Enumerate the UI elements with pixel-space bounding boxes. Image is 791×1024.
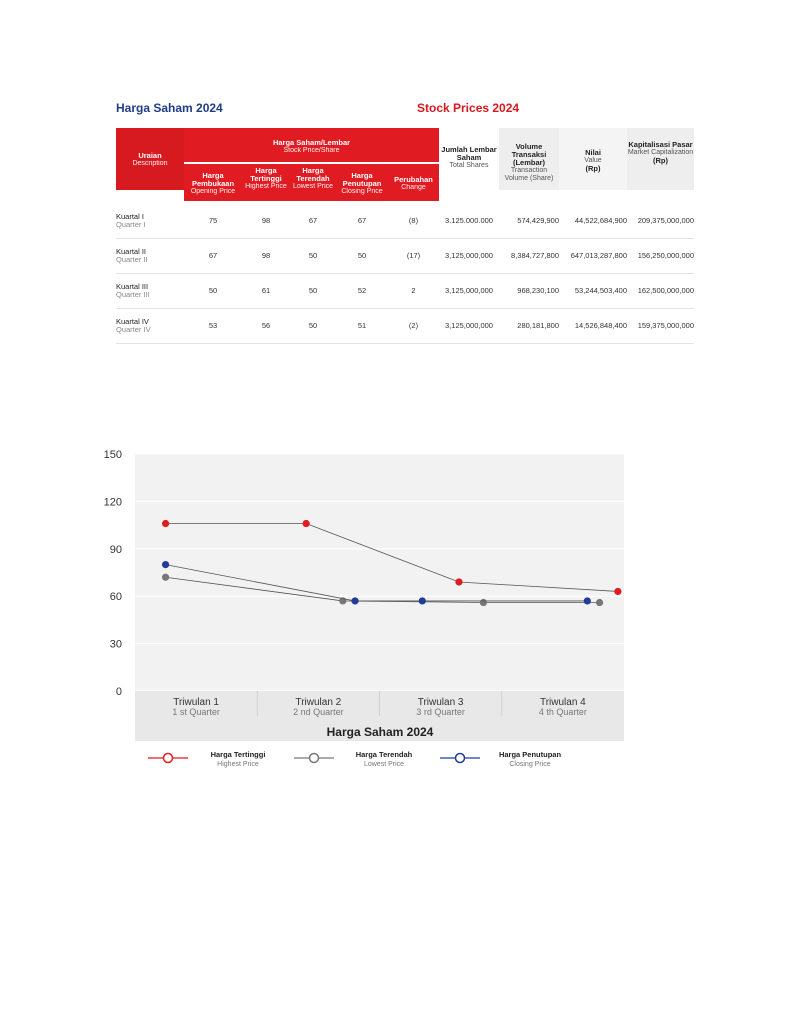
- cell-lowest: 67: [308, 216, 318, 225]
- cell-volume: 8,384,727,800: [511, 251, 559, 260]
- data-point: [303, 520, 310, 527]
- cell-change: 2: [411, 286, 416, 295]
- table-row: [116, 308, 694, 344]
- data-point: [584, 597, 591, 604]
- table-row: [116, 203, 694, 239]
- row-label: Kuartal III Quarter III: [116, 282, 150, 299]
- header-value: Nilai Value (Rp): [559, 128, 627, 190]
- legend-label: Harga Terendah: [355, 750, 413, 759]
- chart-title: Harga Saham 2024: [326, 725, 434, 739]
- cell-change: (8): [408, 216, 419, 225]
- cell-lowest: 50: [308, 251, 318, 260]
- cell-closing: 50: [357, 251, 367, 260]
- cell-volume: 968,230,100: [517, 286, 559, 295]
- cell-change: (17): [406, 251, 421, 260]
- cell-cap: 209,375,000,000: [637, 216, 694, 225]
- cell-opening: 53: [208, 321, 218, 330]
- data-point: [480, 599, 487, 606]
- title-english: Stock Prices 2024: [417, 101, 520, 115]
- header-uraian: Uraian Description: [116, 128, 184, 190]
- data-point: [596, 599, 603, 606]
- cell-highest: 98: [261, 216, 271, 225]
- x-category-sublabel: 3 rd Quarter: [416, 707, 465, 717]
- data-point: [351, 597, 358, 604]
- cell-volume: 574,429,900: [517, 216, 559, 225]
- x-category-label: Triwulan 3: [417, 697, 464, 708]
- y-tick-label: 150: [103, 449, 122, 461]
- y-tick-label: 90: [109, 543, 122, 556]
- cell-value: 14,526,848,400: [574, 321, 627, 330]
- cell-cap: 159,375,000,000: [637, 321, 694, 330]
- cell-shares: 3,125,000,000: [445, 321, 493, 330]
- row-label: Kuartal II Quarter II: [116, 247, 148, 264]
- table-row: [116, 273, 694, 309]
- cell-value: 647,013,287,800: [570, 251, 627, 260]
- cell-opening: 75: [208, 216, 218, 225]
- x-category-sublabel: 2 nd Quarter: [293, 707, 344, 717]
- legend-sublabel: Lowest Price: [363, 761, 405, 768]
- header-volume: Volume Transaksi (Lembar) Transaction Volume (Share): [499, 128, 559, 190]
- header-cap: Kapitalisasi Pasar Market Capitalization (Rp): [627, 128, 694, 190]
- cell-lowest: 50: [308, 286, 318, 295]
- row-label: Kuartal IV Quarter IV: [116, 317, 151, 334]
- legend-marker: [310, 754, 319, 763]
- cell-value: 44,522,684,900: [574, 216, 627, 225]
- y-tick-label: 60: [109, 591, 122, 604]
- cell-lowest: 50: [308, 321, 318, 330]
- data-point: [419, 597, 426, 604]
- legend-label: Harga Tertinggi: [210, 750, 266, 759]
- cell-highest: 98: [261, 251, 271, 260]
- legend-marker: [456, 754, 465, 763]
- cell-cap: 156,250,000,000: [637, 251, 694, 260]
- y-tick-label: 120: [103, 496, 122, 509]
- cell-shares: 3.125.000.000: [445, 216, 493, 225]
- cell-shares: 3,125,000,000: [445, 251, 493, 260]
- title-indonesian: Harga Saham 2024: [116, 101, 223, 115]
- cell-opening: 67: [208, 251, 218, 260]
- cell-volume: 280,181,800: [517, 321, 559, 330]
- data-point: [614, 588, 621, 595]
- cell-closing: 52: [357, 286, 367, 295]
- x-category-sublabel: 1 st Quarter: [172, 707, 220, 717]
- data-point: [162, 574, 169, 581]
- x-category-label: Triwulan 1: [173, 697, 220, 708]
- cell-change: (2): [408, 321, 419, 330]
- header-change: Perubahan Change: [388, 164, 439, 201]
- cell-highest: 61: [261, 286, 271, 295]
- data-point: [162, 520, 169, 527]
- cell-closing: 67: [357, 216, 367, 225]
- data-point: [162, 561, 169, 568]
- cell-highest: 56: [261, 321, 271, 330]
- cell-closing: 51: [357, 321, 367, 330]
- cell-cap: 162,500,000,000: [637, 286, 694, 295]
- legend-sublabel: Closing Price: [509, 761, 551, 768]
- stock-price-chart: [100, 440, 640, 780]
- table-row: [116, 238, 694, 274]
- data-point: [455, 578, 462, 585]
- cell-opening: 50: [208, 286, 218, 295]
- legend-label: Harga Penutupan: [498, 750, 562, 759]
- header-group: Harga Saham/Lembar Stock Price/Share: [184, 128, 439, 162]
- header-shares: Jumlah Lembar Saham Total Shares: [439, 128, 499, 190]
- header-highest: Harga Tertinggi Highest Price: [242, 164, 290, 201]
- header-lowest: Harga Terendah Lowest Price: [290, 164, 336, 201]
- cell-shares: 3,125,000,000: [445, 286, 493, 295]
- header-closing: Harga Penutupan Closing Price: [336, 164, 388, 201]
- x-category-label: Triwulan 4: [539, 697, 586, 708]
- row-label: Kuartal I Quarter I: [116, 212, 146, 229]
- legend-sublabel: Highest Price: [217, 761, 259, 768]
- y-tick-label: 0: [115, 686, 122, 698]
- x-category-label: Triwulan 2: [295, 697, 342, 708]
- x-category-sublabel: 4 th Quarter: [538, 707, 587, 717]
- legend-marker: [164, 754, 173, 763]
- y-tick-label: 30: [109, 638, 122, 651]
- cell-value: 53,244,503,400: [574, 286, 627, 295]
- header-opening: Harga Pembukaan Opening Price: [184, 164, 242, 201]
